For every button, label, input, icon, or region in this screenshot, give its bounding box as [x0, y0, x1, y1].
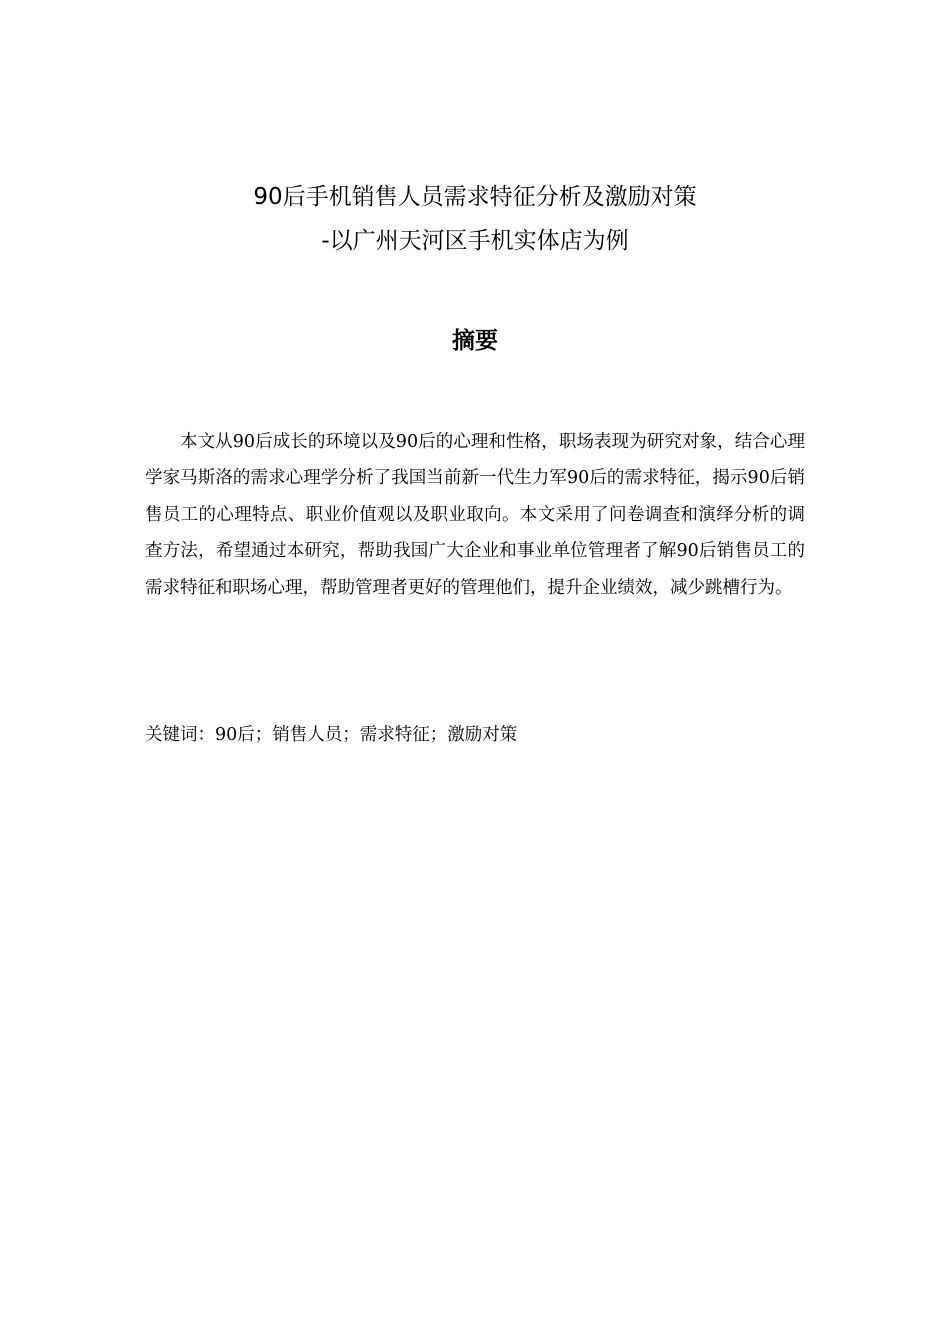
paper-subtitle: -以广州天河区手机实体店为例 — [321, 228, 629, 254]
keywords-label: 关键词： — [145, 725, 215, 745]
keywords-value: 90后；销售人员；需求特征；激励对策 — [215, 725, 518, 745]
abstract-paragraph: 本文从90后成长的环境以及90后的心理和性格，职场表现为研究对象，结合心理学家马斯洛的需求心理学分析了我国当前新一代生力军90后的需求特征，揭示90后销售员工的心理特点、职业价值观以及职业取向。本文采用了问卷调查和演绎分析的调查方法，希望通过本研究，帮助我国广大企业和事业单位管理者了解90后销售员工的需求特征和职场心理，帮助管理者更好的管理他们，提升企业绩效，减少跳槽行为。 — [145, 432, 805, 598]
paper-title: 90后手机销售人员需求特征分析及激励对策 — [253, 184, 697, 210]
abstract-heading: 摘要 — [452, 328, 498, 354]
keywords-line — [145, 721, 805, 749]
